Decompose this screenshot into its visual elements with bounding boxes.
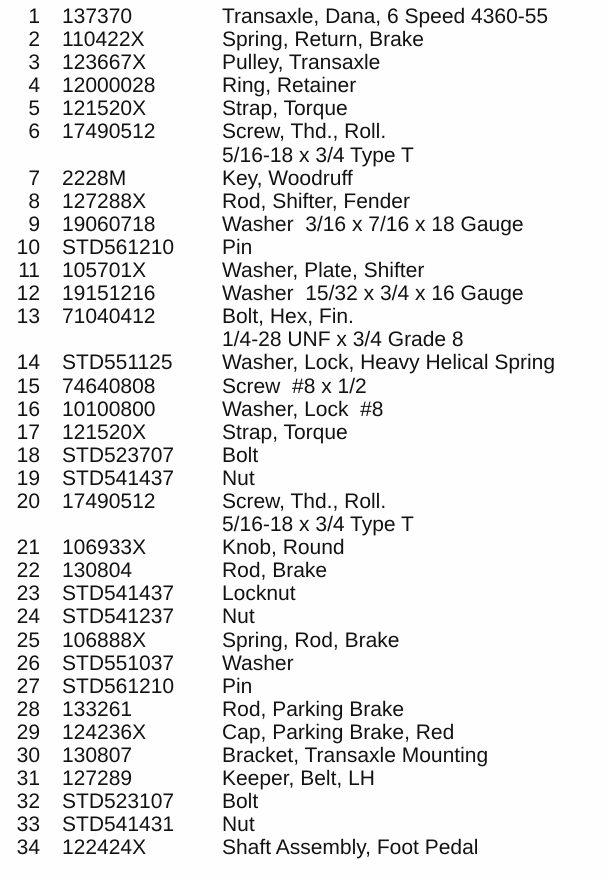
description-cell: Pulley, Transaxle bbox=[222, 51, 381, 75]
item-number-cell: 31 bbox=[16, 767, 40, 791]
description-cell: Bolt bbox=[222, 790, 259, 814]
description-cell: Screw, Thd., Roll. bbox=[222, 120, 387, 144]
part-number-cell: 123667X bbox=[62, 51, 147, 75]
part-number-cell: 12000028 bbox=[62, 74, 156, 98]
description-cell: Washer 15/32 x 3/4 x 16 Gauge bbox=[222, 282, 524, 306]
description-cell: Nut bbox=[222, 466, 255, 490]
description-cell: Strap, Torque bbox=[222, 97, 348, 121]
parts-list-row bbox=[0, 790, 610, 813]
item-number-cell: 24 bbox=[16, 605, 40, 629]
item-number-cell: 26 bbox=[16, 651, 40, 675]
item-number-cell: 20 bbox=[16, 489, 40, 513]
part-number-cell: STD541237 bbox=[62, 605, 175, 629]
part-number-cell: 106888X bbox=[62, 628, 147, 652]
item-number-cell bbox=[0, 328, 40, 351]
item-number-cell: 3 bbox=[28, 51, 40, 75]
parts-list-row bbox=[0, 582, 610, 605]
item-number-cell: 17 bbox=[16, 420, 40, 444]
item-number-cell: 7 bbox=[28, 166, 40, 190]
parts-list-row bbox=[0, 513, 610, 536]
parts-list-row bbox=[0, 305, 610, 328]
item-number-cell: 22 bbox=[16, 559, 40, 583]
parts-list-row bbox=[0, 213, 610, 236]
description-cell: Nut bbox=[222, 605, 255, 629]
part-number-cell: 19151216 bbox=[62, 282, 156, 306]
parts-list-row bbox=[0, 605, 610, 628]
part-number-cell: STD551125 bbox=[62, 351, 173, 375]
part-number-cell: 127289 bbox=[62, 767, 133, 791]
description-cell: 5/16-18 x 3/4 Type T bbox=[222, 513, 414, 537]
description-cell: 1/4-28 UNF x 3/4 Grade 8 bbox=[222, 328, 464, 352]
part-number-cell: 110422X bbox=[62, 28, 145, 52]
parts-list-row bbox=[0, 259, 610, 282]
parts-list-row bbox=[0, 698, 610, 721]
description-cell: Cap, Parking Brake, Red bbox=[222, 720, 455, 744]
part-number-cell: 106933X bbox=[62, 536, 147, 560]
parts-list-row bbox=[0, 629, 610, 652]
part-number-cell: 105701X bbox=[62, 259, 147, 283]
description-cell: 5/16-18 x 3/4 Type T bbox=[222, 143, 414, 167]
parts-list-row bbox=[0, 51, 610, 74]
parts-list-row bbox=[0, 467, 610, 490]
item-number-cell: 2 bbox=[28, 28, 40, 52]
description-cell: Spring, Rod, Brake bbox=[222, 628, 400, 652]
part-number-cell: STD551037 bbox=[62, 651, 175, 675]
parts-list-row bbox=[0, 120, 610, 143]
part-number-cell bbox=[62, 144, 222, 167]
description-cell: Keeper, Belt, LH bbox=[222, 767, 375, 791]
description-cell: Spring, Return, Brake bbox=[222, 28, 424, 52]
item-number-cell: 1 bbox=[28, 5, 40, 28]
description-cell: Bolt, Hex, Fin. bbox=[222, 305, 354, 329]
part-number-cell: 71040412 bbox=[62, 305, 156, 329]
item-number-cell: 27 bbox=[16, 674, 40, 698]
part-number-cell: 121520X bbox=[62, 97, 147, 121]
description-cell: Washer, Lock, Heavy Helical Spring bbox=[222, 351, 556, 375]
parts-list-row bbox=[0, 536, 610, 559]
item-number-cell: 8 bbox=[28, 189, 40, 213]
description-cell: Rod, Parking Brake bbox=[222, 697, 405, 721]
parts-list-row bbox=[0, 375, 610, 398]
parts-list-row bbox=[0, 282, 610, 305]
item-number-cell: 30 bbox=[16, 744, 40, 767]
part-number-cell: STD541437 bbox=[62, 582, 175, 606]
description-cell: Pin bbox=[222, 235, 253, 259]
part-number-cell: 133261 bbox=[62, 697, 133, 721]
part-number-cell: 2228M bbox=[62, 166, 127, 190]
item-number-cell: 25 bbox=[16, 628, 40, 652]
parts-list-row bbox=[0, 5, 610, 28]
description-cell: Screw, Thd., Roll. bbox=[222, 489, 387, 513]
part-number-cell: 130807 bbox=[62, 744, 133, 767]
part-number-cell: 17490512 bbox=[62, 489, 156, 513]
part-number-cell: 130804 bbox=[62, 559, 133, 583]
part-number-cell: 137370 bbox=[62, 5, 133, 28]
item-number-cell: 4 bbox=[28, 74, 40, 98]
item-number-cell: 32 bbox=[16, 790, 40, 814]
description-cell: Pin bbox=[222, 674, 253, 698]
description-cell: Screw #8 x 1/2 bbox=[222, 374, 367, 398]
part-number-cell bbox=[62, 513, 222, 536]
description-cell: Bolt bbox=[222, 443, 259, 467]
part-number-cell: STD523107 bbox=[62, 790, 175, 814]
item-number-cell: 14 bbox=[16, 351, 40, 375]
item-number-cell: 23 bbox=[16, 582, 40, 606]
part-number-cell: 74640808 bbox=[62, 374, 156, 398]
parts-list-row bbox=[0, 97, 610, 120]
parts-list-row bbox=[0, 74, 610, 97]
item-number-cell: 29 bbox=[16, 720, 40, 744]
part-number-cell: 19060718 bbox=[62, 212, 156, 236]
parts-list-row bbox=[0, 421, 610, 444]
parts-list-row bbox=[0, 767, 610, 790]
part-number-cell: STD561210 bbox=[62, 674, 175, 698]
description-cell: Key, Woodruff bbox=[222, 166, 353, 190]
parts-list-row bbox=[0, 351, 610, 374]
parts-list-row bbox=[0, 167, 610, 190]
parts-list-row bbox=[0, 444, 610, 467]
item-number-cell: 34 bbox=[16, 836, 40, 860]
description-cell: Knob, Round bbox=[222, 536, 345, 560]
description-cell: Shaft Assembly, Foot Pedal bbox=[222, 836, 479, 860]
description-cell: Washer, Plate, Shifter bbox=[222, 259, 425, 283]
description-cell: Bracket, Transaxle Mounting bbox=[222, 744, 489, 767]
description-cell: Strap, Torque bbox=[222, 420, 348, 444]
item-number-cell: 19 bbox=[16, 466, 40, 490]
description-cell: Washer 3/16 x 7/16 x 18 Gauge bbox=[222, 212, 524, 236]
part-number-cell: 17490512 bbox=[62, 120, 156, 144]
parts-list-row bbox=[0, 744, 610, 767]
parts-list-row bbox=[0, 813, 610, 836]
item-number-cell: 15 bbox=[16, 374, 40, 398]
item-number-cell: 10 bbox=[16, 235, 40, 259]
part-number-cell: STD523707 bbox=[62, 443, 175, 467]
part-number-cell bbox=[62, 328, 222, 351]
part-number-cell: STD541437 bbox=[62, 466, 175, 490]
part-number-cell: 127288X bbox=[62, 189, 147, 213]
parts-list-row bbox=[0, 144, 610, 167]
item-number-cell: 13 bbox=[16, 305, 40, 329]
parts-list-row bbox=[0, 559, 610, 582]
part-number-cell: STD561210 bbox=[62, 235, 175, 259]
parts-list-row bbox=[0, 28, 610, 51]
description-cell: Rod, Shifter, Fender bbox=[222, 189, 410, 213]
description-cell: Nut bbox=[222, 813, 255, 837]
item-number-cell: 33 bbox=[16, 813, 40, 837]
description-cell: Transaxle, Dana, 6 Speed 4360-55 bbox=[222, 5, 549, 28]
parts-list-row bbox=[0, 675, 610, 698]
description-cell: Washer, Lock #8 bbox=[222, 397, 384, 421]
description-cell: Ring, Retainer bbox=[222, 74, 357, 98]
part-number-cell: STD541431 bbox=[62, 813, 175, 837]
parts-list-row bbox=[0, 836, 610, 859]
item-number-cell bbox=[0, 144, 40, 167]
parts-list-row bbox=[0, 236, 610, 259]
item-number-cell: 21 bbox=[16, 536, 40, 560]
parts-list bbox=[0, 5, 610, 859]
item-number-cell: 6 bbox=[28, 120, 40, 144]
description-cell: Locknut bbox=[222, 582, 296, 606]
part-number-cell: 122424X bbox=[62, 836, 147, 860]
item-number-cell: 28 bbox=[16, 697, 40, 721]
parts-list-row bbox=[0, 190, 610, 213]
description-cell: Rod, Brake bbox=[222, 559, 328, 583]
part-number-cell: 121520X bbox=[62, 420, 147, 444]
part-number-cell: 10100800 bbox=[62, 397, 156, 421]
description-cell: Washer bbox=[222, 651, 294, 675]
parts-list-row bbox=[0, 490, 610, 513]
parts-list-row bbox=[0, 328, 610, 351]
item-number-cell: 16 bbox=[16, 397, 40, 421]
parts-list-row bbox=[0, 652, 610, 675]
parts-list-row bbox=[0, 721, 610, 744]
item-number-cell: 9 bbox=[28, 212, 40, 236]
item-number-cell bbox=[0, 513, 40, 536]
part-number-cell: 124236X bbox=[62, 720, 147, 744]
item-number-cell: 18 bbox=[16, 443, 40, 467]
item-number-cell: 5 bbox=[28, 97, 40, 121]
item-number-cell: 12 bbox=[16, 282, 40, 306]
parts-list-row bbox=[0, 398, 610, 421]
item-number-cell: 11 bbox=[18, 259, 40, 283]
